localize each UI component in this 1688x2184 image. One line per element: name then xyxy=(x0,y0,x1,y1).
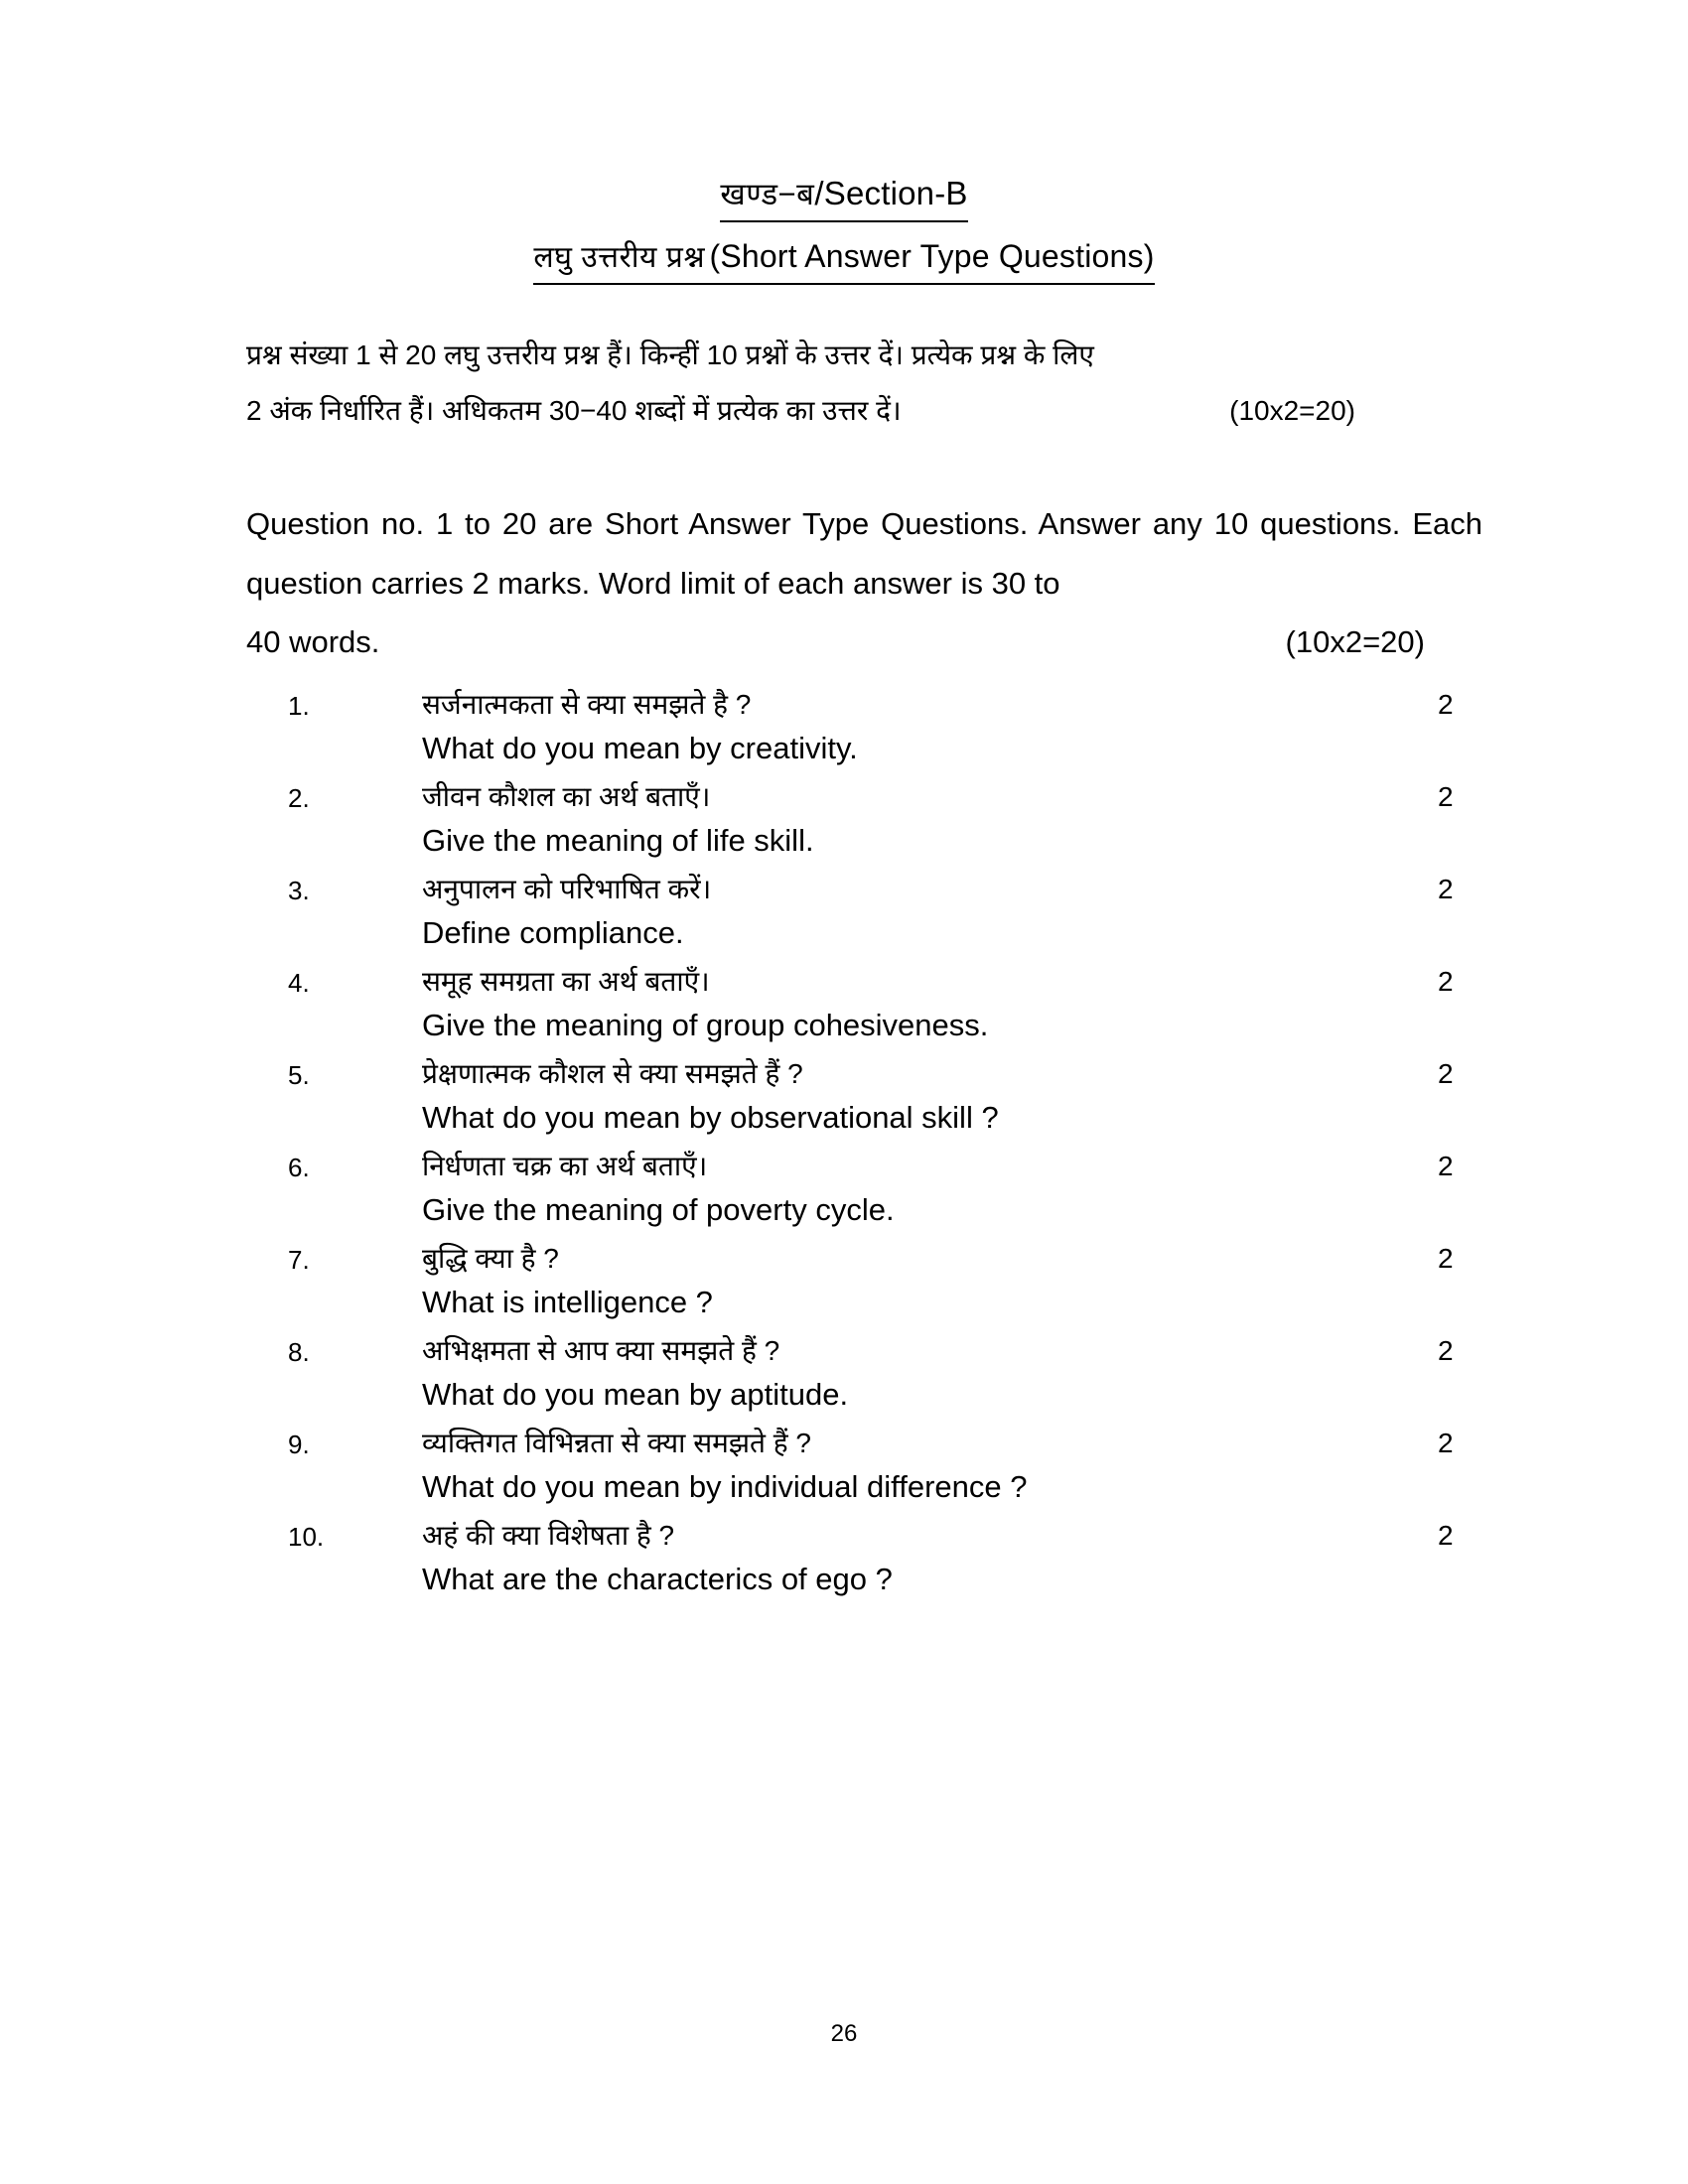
instructions-hindi-marks: (10x2=20) xyxy=(1229,395,1355,426)
question-item xyxy=(0,1424,1688,1516)
question-number: 2. xyxy=(288,783,310,813)
question-number: 6. xyxy=(288,1153,310,1182)
question-number: 9. xyxy=(288,1430,310,1459)
question-marks: 2 xyxy=(1438,1428,1454,1458)
question-text-english: What is intelligence ? xyxy=(422,1285,713,1319)
question-item xyxy=(0,1516,1688,1608)
question-text-hindi: प्रेक्षणात्मक कौशल से क्या समझते हैं ? xyxy=(422,1058,803,1089)
section-subtitle-underlined xyxy=(533,232,1154,285)
section-title-underlined xyxy=(720,169,967,222)
question-text-english: Give the meaning of poverty cycle. xyxy=(422,1192,895,1227)
question-text-english: What do you mean by creativity. xyxy=(422,731,858,765)
question-text-hindi: अनुपालन को परिभाषित करें। xyxy=(422,874,712,904)
question-text-english: What do you mean by individual difference ? xyxy=(422,1469,1028,1504)
question-marks: 2 xyxy=(1438,781,1454,812)
question-item xyxy=(0,777,1688,870)
question-text-hindi: अभिक्षमता से आप क्या समझते हैं ? xyxy=(422,1335,780,1366)
instructions-hindi xyxy=(246,328,1482,439)
question-text-english: What do you mean by aptitude. xyxy=(422,1377,849,1412)
question-text-hindi: बुद्धि क्या है ? xyxy=(422,1243,559,1274)
page-number: 26 xyxy=(830,2020,858,2047)
question-text-english: What are the characterics of ego ? xyxy=(422,1562,893,1596)
section-title-english: Section-B xyxy=(823,175,968,211)
question-item xyxy=(0,1054,1688,1147)
section-heading-block xyxy=(0,169,1688,285)
question-number: 8. xyxy=(288,1337,310,1367)
question-item xyxy=(0,685,1688,777)
instructions-hindi-line2-text: 2 अंक निर्धारित हैं। अधिकतम 30−40 शब्दों में प्रत्येक का उत्तर दें। xyxy=(246,395,902,426)
question-text-english: Give the meaning of life skill. xyxy=(422,823,814,858)
question-item xyxy=(0,870,1688,962)
question-item xyxy=(0,962,1688,1054)
instructions-english-lastline xyxy=(246,613,1482,672)
question-number: 10. xyxy=(288,1522,325,1552)
question-marks: 2 xyxy=(1438,689,1454,720)
question-list xyxy=(0,685,1688,1608)
question-text-english: Give the meaning of group cohesiveness. xyxy=(422,1008,989,1042)
question-text-hindi: अहं की क्या विशेषता है ? xyxy=(422,1520,675,1551)
question-marks: 2 xyxy=(1438,966,1454,997)
question-text-english: Define compliance. xyxy=(422,915,684,950)
instructions-english-lastline-text: 40 words. xyxy=(246,624,380,660)
question-number: 4. xyxy=(288,968,310,998)
question-marks: 2 xyxy=(1438,1335,1454,1366)
question-text-hindi: निर्धणता चक्र का अर्थ बताएँ। xyxy=(422,1151,708,1181)
question-text-hindi: सर्जनात्मकता से क्या समझते है ? xyxy=(422,689,752,720)
question-marks: 2 xyxy=(1438,1058,1454,1089)
instructions-english-marks: (10x2=20) xyxy=(1285,624,1425,660)
instructions-hindi-line1: प्रश्न संख्या 1 से 20 लघु उत्तरीय प्रश्न हैं। किन्हीं 10 प्रश्नों के उत्तर दें। प्रत्येक प्रश्न के लिए xyxy=(246,340,1094,370)
instructions-english xyxy=(246,494,1482,672)
question-marks: 2 xyxy=(1438,1243,1454,1274)
section-subtitle-hindi: लघु उत्तरीय प्रश्न xyxy=(533,241,706,275)
section-subtitle-english: (Short Answer Type Questions) xyxy=(709,238,1155,275)
question-item xyxy=(0,1147,1688,1239)
question-marks: 2 xyxy=(1438,1151,1454,1181)
question-number: 1. xyxy=(288,691,310,721)
question-text-hindi: व्यक्तिगत विभिन्नता से क्या समझते हैं ? xyxy=(422,1428,812,1458)
section-title-hindi: खण्ड−ब xyxy=(720,177,815,211)
question-marks: 2 xyxy=(1438,874,1454,904)
question-number: 3. xyxy=(288,876,310,905)
question-number: 7. xyxy=(288,1245,310,1275)
question-text-hindi: समूह समग्रता का अर्थ बताएँ। xyxy=(422,966,710,997)
instructions-hindi-line2 xyxy=(246,383,1482,439)
question-item xyxy=(0,1331,1688,1424)
question-text-hindi: जीवन कौशल का अर्थ बताएँ। xyxy=(422,781,711,812)
question-item xyxy=(0,1239,1688,1331)
section-title-separator: / xyxy=(814,175,824,211)
question-text-english: What do you mean by observational skill ? xyxy=(422,1100,999,1135)
question-number: 5. xyxy=(288,1060,310,1090)
section-title-line xyxy=(0,169,1688,222)
question-marks: 2 xyxy=(1438,1520,1454,1551)
instructions-english-body: Question no. 1 to 20 are Short Answer Type Questions. Answer any 10 questions. Each question carries 2 marks. Word limit of each answer is 30 to xyxy=(246,506,1482,601)
section-subtitle-line xyxy=(0,232,1688,285)
